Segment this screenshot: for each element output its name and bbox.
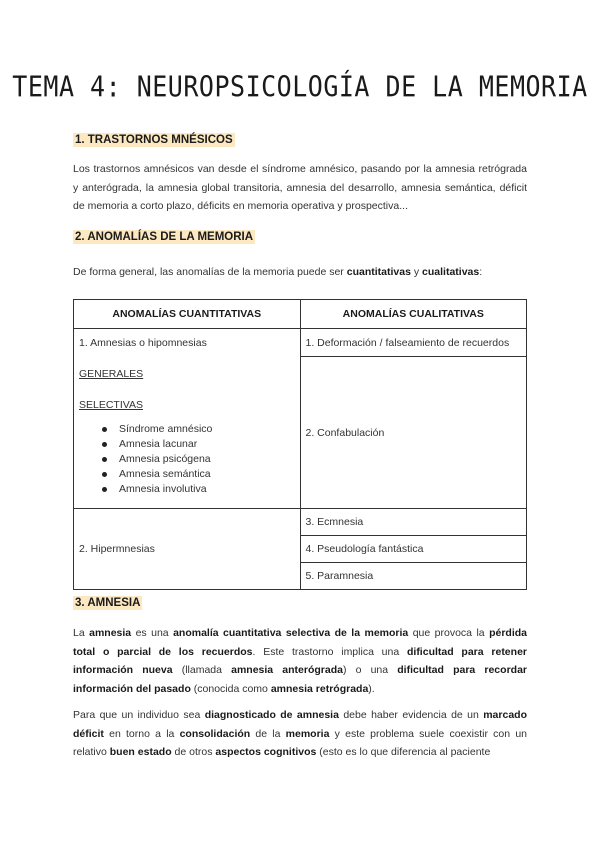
table-header-cualitativas: ANOMALÍAS CUALITATIVAS xyxy=(300,300,527,329)
list-item: Amnesia involutiva xyxy=(119,482,295,497)
list-item: Amnesia semántica xyxy=(119,467,295,482)
table-cell-deformacion: 1. Deformación / falseamiento de recuerdos xyxy=(300,329,527,357)
section-heading-anomalias xyxy=(73,231,255,243)
selectivas-label: SELECTIVAS xyxy=(79,399,143,411)
table-header-row xyxy=(74,300,527,329)
section-heading-text: 2. ANOMALÍAS DE LA MEMORIA xyxy=(75,231,254,243)
table-cell-hipermnesias: 2. Hipermnesias xyxy=(74,509,301,590)
text-run: que provoca la xyxy=(408,627,490,639)
section-heading-trastornos xyxy=(73,134,235,146)
text-run: en torno a la xyxy=(103,727,180,740)
text-run: : xyxy=(479,266,483,278)
text-run: (esto es lo que diferencia al paciente xyxy=(316,746,491,758)
bold-run: aspectos cognitivos xyxy=(215,746,317,758)
paragraph-anomalias-intro xyxy=(73,263,527,282)
bold-run: cualitativas xyxy=(422,266,480,278)
text-run: ) o una xyxy=(342,664,398,676)
selectivas-list xyxy=(79,422,295,497)
text-run: es una xyxy=(131,627,174,639)
section-heading-text: 1. TRASTORNOS MNÉSICOS xyxy=(75,134,233,146)
bold-run: pérdida total o parcial de los recuerdos xyxy=(73,627,527,658)
table-cell-pseudologia: 4. Pseudología fantástica xyxy=(300,536,527,563)
bold-run: dificultad para recordar información del pasado xyxy=(73,664,527,695)
bold-run: amnesia retrógrada xyxy=(270,682,369,695)
bold-run: amnesia anterógrada xyxy=(231,664,343,676)
text-run: De forma general, las anomalías de la memoria puede ser xyxy=(73,266,347,278)
bold-run: cuantitativas xyxy=(346,266,411,278)
anomalias-table xyxy=(73,299,527,590)
bold-run: amnesia xyxy=(89,627,132,639)
text-run: de otros xyxy=(171,746,216,758)
text-run: debe haber evidencia de un xyxy=(338,709,484,721)
text-run: . Este trastorno implica una xyxy=(252,645,407,658)
text-run: (conocida como xyxy=(190,682,271,695)
bold-run: anomalía cuantitativa selectiva de la memoria xyxy=(173,627,409,639)
table-cell-confabulacion: 2. Confabulación xyxy=(300,357,527,509)
table-cell-ecmnesia: 3. Ecmnesia xyxy=(300,509,527,536)
text-run: ). xyxy=(368,682,375,695)
list-item: Amnesia lacunar xyxy=(119,437,295,452)
table-row xyxy=(74,329,527,357)
text-run: (llamada xyxy=(172,664,232,676)
text-run: La xyxy=(73,627,90,639)
table-cell-amnesias xyxy=(74,329,301,509)
generales-label: GENERALES xyxy=(79,368,144,380)
bold-run: dificultad para retener información nueva xyxy=(73,645,527,676)
bold-run: marcado déficit xyxy=(73,709,527,740)
amnesias-label: 1. Amnesias o hipomnesias xyxy=(79,337,207,349)
paragraph-trastornos: Los trastornos amnésicos van desde el síndrome amnésico, pasando por la amnesia retrógrada y anterógrada, la amnesia global transitoria, amnesia del desarrollo, amnesia semántica, déficit de memoria a corto plazo, déficits en memoria operativa y prospectiva... xyxy=(73,163,527,212)
bold-run: consolidación xyxy=(179,727,251,740)
text-run: de la xyxy=(250,727,286,740)
table-header-cuantitativas: ANOMALÍAS CUANTITATIVAS xyxy=(74,300,301,329)
paragraph-amnesia-definicion xyxy=(73,624,527,698)
section-heading-text: 3. AMNESIA xyxy=(75,597,141,609)
text-run: y este problema suele coexistir con un relativo xyxy=(73,727,527,758)
list-item: Síndrome amnésico xyxy=(119,422,295,437)
section-heading-amnesia xyxy=(73,597,142,609)
bold-run: buen estado xyxy=(109,746,172,758)
table-cell-paramnesia: 5. Paramnesia xyxy=(300,563,527,590)
text-run: Para que un individuo sea xyxy=(73,709,205,721)
bold-run: diagnosticado de amnesia xyxy=(204,709,339,721)
text-run: y xyxy=(410,266,423,278)
table-row xyxy=(74,509,527,536)
paragraph-amnesia-diagnostico xyxy=(73,706,527,762)
list-item: Amnesia psicógena xyxy=(119,452,295,467)
page-title: TEMA 4: NEUROPSICOLOGÍA DE LA MEMORIA xyxy=(12,69,588,104)
bold-run: memoria xyxy=(285,727,330,740)
